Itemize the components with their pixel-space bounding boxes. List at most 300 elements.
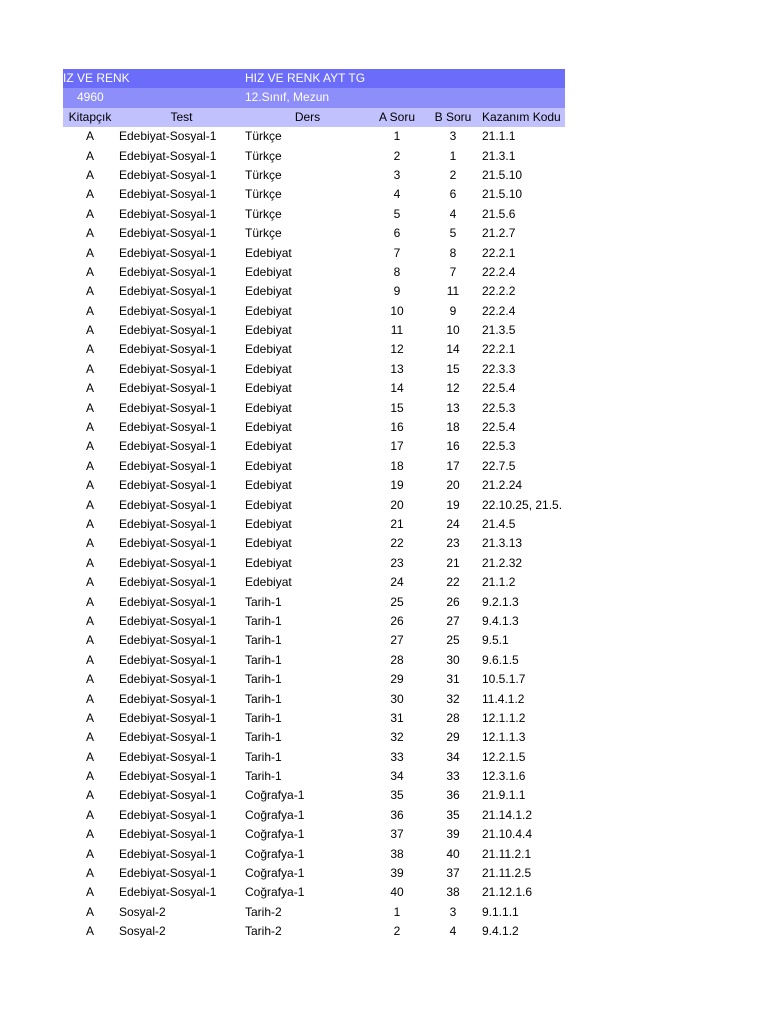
test-cell: Edebiyat-Sosyal-1 [119,323,217,338]
b-soru-cell: 15 [446,361,460,376]
ders-cell: Edebiyat [245,323,292,338]
test-cell: Edebiyat-Sosyal-1 [119,303,217,318]
kitapcik-cell: A [85,420,94,435]
test-cell: Edebiyat-Sosyal-1 [119,730,217,745]
b-soru-cell: 21 [446,555,460,570]
kitapcik-cell: A [85,536,94,551]
a-soru-cell: 7 [393,245,401,260]
kitapcik-cell: A [85,846,94,861]
b-soru-cell: 7 [449,264,457,279]
kazanim-kodu-cell: 22.2.2 [482,284,516,299]
kazanim-kodu-cell: 22.2.1 [482,342,516,357]
grade-level: 12.Sınıf, Mezun [245,90,330,105]
a-soru-cell: 32 [390,730,404,745]
table-row [63,127,565,146]
test-cell: Edebiyat-Sosyal-1 [119,885,217,900]
ders-cell: Tarih-2 [245,924,282,939]
kazanim-kodu-cell: 21.9.1.1 [482,788,526,803]
table-row [63,845,565,864]
table-row [63,709,565,728]
a-soru-cell: 16 [390,420,404,435]
table-row [63,612,565,631]
test-cell: Edebiyat-Sosyal-1 [119,846,217,861]
kitapcik-cell: A [85,516,94,531]
ders-cell: Coğrafya-1 [245,866,305,881]
test-cell: Edebiyat-Sosyal-1 [119,206,217,221]
table-row [63,690,565,709]
table-row [63,205,565,224]
b-soru-cell: 39 [446,827,460,842]
table-row [63,476,565,495]
a-soru-cell: 40 [390,885,404,900]
test-cell: Edebiyat-Sosyal-1 [119,710,217,725]
kazanim-kodu-cell: 21.11.2.1 [482,846,532,861]
ders-cell: Edebiyat [245,516,292,531]
kitapcik-cell: A [85,904,94,919]
b-soru-cell: 28 [446,710,460,725]
ders-cell: Tarih-2 [245,904,282,919]
a-soru-cell: 3 [393,167,401,182]
ders-cell: Tarih-1 [245,594,282,609]
table-row [63,864,565,883]
test-cell: Edebiyat-Sosyal-1 [119,691,217,706]
kazanim-kodu-cell: 22.5.3 [482,400,516,415]
table-row [63,379,565,398]
b-soru-cell: 13 [446,400,460,415]
a-soru-cell: 25 [390,594,404,609]
test-cell: Edebiyat-Sosyal-1 [119,827,217,842]
column-header-row [63,108,565,127]
table-row [63,399,565,418]
kitapcik-cell: A [85,924,94,939]
a-soru-cell: 14 [390,381,404,396]
ders-cell: Tarih-1 [245,613,282,628]
test-cell: Edebiyat-Sosyal-1 [119,807,217,822]
test-cell: Edebiyat-Sosyal-1 [119,226,217,241]
ders-cell: Türkçe [245,129,282,144]
a-soru-cell: 26 [390,613,404,628]
kazanim-kodu-cell: 21.5.10 [482,187,523,202]
kazanim-kodu-cell: 11.4.1.2 [482,691,525,706]
b-soru-cell: 36 [446,788,460,803]
ders-cell: Coğrafya-1 [245,846,305,861]
kazanim-kodu-cell: 21.1.1 [482,129,516,144]
table-row [63,631,565,650]
table-row [63,748,565,767]
ders-cell: Türkçe [245,148,282,163]
a-soru-cell: 34 [390,769,404,784]
kitapcik-cell: A [85,167,94,182]
column-header-kazanim-kodu: Kazanım Kodu [482,109,561,124]
test-cell: Edebiyat-Sosyal-1 [119,555,217,570]
table-row [63,554,565,573]
a-soru-cell: 18 [390,458,404,473]
ders-cell: Tarih-1 [245,633,282,648]
b-soru-cell: 4 [449,924,457,939]
b-soru-cell: 37 [446,866,460,881]
test-cell: Edebiyat-Sosyal-1 [119,478,217,493]
test-cell: Edebiyat-Sosyal-1 [119,129,217,144]
a-soru-cell: 24 [390,575,404,590]
table-row [63,224,565,243]
test-cell: Edebiyat-Sosyal-1 [119,361,217,376]
kazanim-kodu-cell: 12.3.1.6 [482,769,526,784]
kitapcik-cell: A [85,458,94,473]
table-row [63,767,565,786]
kazanim-kodu-cell: 21.5.10 [482,167,523,182]
test-cell: Edebiyat-Sosyal-1 [119,458,217,473]
table-row [63,147,565,166]
kitapcik-cell: A [85,885,94,900]
a-soru-cell: 1 [393,129,401,144]
sheet-short-title: IZ VE RENK [63,71,130,85]
table-row [63,185,565,204]
kitapcik-cell: A [85,148,94,163]
kazanim-kodu-cell: 21.11.2.5 [482,866,532,881]
b-soru-cell: 20 [446,478,460,493]
kitapcik-cell: A [85,807,94,822]
kitapcik-cell: A [85,769,94,784]
table-row [63,282,565,301]
kazanim-kodu-cell: 21.4.5 [482,516,516,531]
a-soru-cell: 22 [390,536,404,551]
b-soru-cell: 33 [446,769,460,784]
table-row [63,418,565,437]
table-row [63,806,565,825]
b-soru-cell: 1 [449,148,457,163]
b-soru-cell: 4 [449,206,457,221]
kitapcik-cell: A [85,264,94,279]
a-soru-cell: 33 [390,749,404,764]
b-soru-cell: 14 [446,342,460,357]
table-row [63,360,565,379]
b-soru-cell: 17 [446,458,460,473]
kitapcik-cell: A [85,633,94,648]
a-soru-cell: 8 [393,264,401,279]
b-soru-cell: 16 [446,439,460,454]
table-row [63,573,565,592]
kazanim-kodu-cell: 12.2.1.5 [482,749,526,764]
kazanim-kodu-cell: 9.6.1.5 [482,652,519,667]
table-row [63,903,565,922]
ders-cell: Coğrafya-1 [245,788,305,803]
test-cell: Edebiyat-Sosyal-1 [119,148,217,163]
b-soru-cell: 40 [446,846,460,861]
test-cell: Edebiyat-Sosyal-1 [119,788,217,803]
kitapcik-cell: A [85,749,94,764]
ders-cell: Edebiyat [245,264,292,279]
exam-code: 4960 [77,90,104,105]
kazanim-kodu-cell: 21.1.2 [482,575,516,590]
kazanim-kodu-cell: 22.10.25, 21.5. [482,497,563,512]
a-soru-cell: 4 [393,187,401,202]
ders-cell: Tarih-1 [245,652,282,667]
a-soru-cell: 38 [390,846,404,861]
kazanim-kodu-cell: 9.1.1.1 [482,904,519,919]
ders-cell: Türkçe [245,187,282,202]
kitapcik-cell: A [85,788,94,803]
column-header-a-soru: A Soru [378,109,416,124]
kazanim-kodu-cell: 9.4.1.3 [482,613,519,628]
kazanim-kodu-cell: 21.10.4.4 [482,827,533,842]
table-row [63,302,565,321]
kitapcik-cell: A [85,497,94,512]
kitapcik-cell: A [85,323,94,338]
kazanim-kodu-cell: 9.2.1.3 [482,594,519,609]
b-soru-cell: 8 [449,245,457,260]
b-soru-cell: 29 [446,730,460,745]
table-row [63,166,565,185]
a-soru-cell: 20 [390,497,404,512]
test-cell: Sosyal-2 [119,904,166,919]
kazanim-kodu-cell: 12.1.1.2 [482,710,526,725]
kitapcik-cell: A [85,613,94,628]
kitapcik-cell: A [85,594,94,609]
b-soru-cell: 5 [449,226,457,241]
test-cell: Edebiyat-Sosyal-1 [119,284,217,299]
kitapcik-cell: A [85,226,94,241]
b-soru-cell: 25 [446,633,460,648]
ders-cell: Edebiyat [245,497,292,512]
test-cell: Edebiyat-Sosyal-1 [119,633,217,648]
b-soru-cell: 32 [446,691,460,706]
table-row [63,922,565,941]
kitapcik-cell: A [85,866,94,881]
kitapcik-cell: A [85,187,94,202]
kitapcik-cell: A [85,439,94,454]
kitapcik-cell: A [85,361,94,376]
b-soru-cell: 22 [446,575,460,590]
kazanim-kodu-cell: 22.2.4 [482,264,516,279]
a-soru-cell: 1 [393,904,401,919]
kazanim-kodu-cell: 22.3.3 [482,361,516,376]
a-soru-cell: 10 [390,303,404,318]
info-row [63,88,565,107]
kazanim-kodu-cell: 12.1.1.3 [482,730,526,745]
ders-cell: Edebiyat [245,536,292,551]
kitapcik-cell: A [85,672,94,687]
a-soru-cell: 27 [390,633,404,648]
test-cell: Edebiyat-Sosyal-1 [119,245,217,260]
a-soru-cell: 9 [393,284,401,299]
test-cell: Edebiyat-Sosyal-1 [119,264,217,279]
kazanim-kodu-cell: 9.4.1.2 [482,924,519,939]
ders-cell: Edebiyat [245,555,292,570]
a-soru-cell: 35 [390,788,404,803]
ders-cell: Edebiyat [245,303,292,318]
kazanim-kodu-cell: 21.2.24 [482,478,523,493]
a-soru-cell: 29 [390,672,404,687]
b-soru-cell: 27 [446,613,460,628]
table-body [63,127,565,941]
a-soru-cell: 28 [390,652,404,667]
test-cell: Edebiyat-Sosyal-1 [119,420,217,435]
kazanim-kodu-cell: 22.7.5 [482,458,516,473]
table-row [63,437,565,456]
ders-cell: Edebiyat [245,381,292,396]
b-soru-cell: 38 [446,885,460,900]
column-header-ders: Ders [294,109,321,124]
b-soru-cell: 9 [449,303,457,318]
column-header-b-soru: B Soru [434,109,472,124]
test-cell: Edebiyat-Sosyal-1 [119,536,217,551]
ders-cell: Tarih-1 [245,672,282,687]
ders-cell: Edebiyat [245,342,292,357]
table-row [63,515,565,534]
b-soru-cell: 11 [446,284,460,299]
ders-cell: Edebiyat [245,400,292,415]
test-cell: Edebiyat-Sosyal-1 [119,439,217,454]
table-row [63,883,565,902]
b-soru-cell: 12 [446,381,460,396]
a-soru-cell: 11 [390,323,404,338]
test-cell: Edebiyat-Sosyal-1 [119,400,217,415]
test-cell: Edebiyat-Sosyal-1 [119,342,217,357]
ders-cell: Edebiyat [245,420,292,435]
kazanim-kodu-cell: 21.12.1.6 [482,885,533,900]
ders-cell: Edebiyat [245,478,292,493]
table-row [63,496,565,515]
table-row [63,457,565,476]
a-soru-cell: 17 [390,439,404,454]
test-cell: Edebiyat-Sosyal-1 [119,516,217,531]
kitapcik-cell: A [85,206,94,221]
a-soru-cell: 39 [390,866,404,881]
kazanim-kodu-cell: 21.3.1 [482,148,516,163]
test-cell: Edebiyat-Sosyal-1 [119,672,217,687]
title-row [63,69,565,88]
kazanim-kodu-cell: 22.2.4 [482,303,516,318]
ders-cell: Edebiyat [245,458,292,473]
table-row [63,670,565,689]
b-soru-cell: 6 [449,187,457,202]
table-row [63,244,565,263]
ders-cell: Türkçe [245,167,282,182]
test-cell: Edebiyat-Sosyal-1 [119,575,217,590]
b-soru-cell: 23 [446,536,460,551]
kitapcik-cell: A [85,652,94,667]
ders-cell: Edebiyat [245,245,292,260]
a-soru-cell: 30 [390,691,404,706]
kitapcik-cell: A [85,245,94,260]
table-row [63,651,565,670]
ders-cell: Türkçe [245,226,282,241]
answer-key-sheet [63,69,565,942]
kazanim-kodu-cell: 22.5.4 [482,381,516,396]
sheet-title: HIZ VE RENK AYT TG [245,71,366,85]
kazanim-kodu-cell: 10.5.1.7 [482,672,526,687]
b-soru-cell: 35 [446,807,460,822]
a-soru-cell: 15 [390,400,404,415]
b-soru-cell: 34 [446,749,460,764]
test-cell: Edebiyat-Sosyal-1 [119,866,217,881]
table-row [63,321,565,340]
kitapcik-cell: A [85,555,94,570]
a-soru-cell: 37 [390,827,404,842]
test-cell: Edebiyat-Sosyal-1 [119,594,217,609]
ders-cell: Edebiyat [245,284,292,299]
a-soru-cell: 23 [390,555,404,570]
table-row [63,825,565,844]
test-cell: Edebiyat-Sosyal-1 [119,613,217,628]
b-soru-cell: 10 [446,323,460,338]
table-row [63,340,565,359]
kitapcik-cell: A [85,400,94,415]
b-soru-cell: 30 [446,652,460,667]
b-soru-cell: 18 [446,420,460,435]
kitapcik-cell: A [85,284,94,299]
kazanim-kodu-cell: 22.5.3 [482,439,516,454]
kitapcik-cell: A [85,342,94,357]
ders-cell: Coğrafya-1 [245,827,305,842]
ders-cell: Tarih-1 [245,769,282,784]
b-soru-cell: 19 [446,497,460,512]
ders-cell: Tarih-1 [245,730,282,745]
test-cell: Edebiyat-Sosyal-1 [119,652,217,667]
a-soru-cell: 36 [390,807,404,822]
ders-cell: Edebiyat [245,361,292,376]
a-soru-cell: 2 [393,924,401,939]
kazanim-kodu-cell: 22.5.4 [482,420,516,435]
ders-cell: Edebiyat [245,439,292,454]
column-header-test: Test [170,109,193,124]
kitapcik-cell: A [85,710,94,725]
test-cell: Edebiyat-Sosyal-1 [119,769,217,784]
table-row [63,786,565,805]
test-cell: Sosyal-2 [119,924,166,939]
a-soru-cell: 2 [393,148,401,163]
ders-cell: Tarih-1 [245,749,282,764]
kazanim-kodu-cell: 21.2.7 [482,226,516,241]
b-soru-cell: 2 [449,167,457,182]
a-soru-cell: 6 [393,226,401,241]
test-cell: Edebiyat-Sosyal-1 [119,381,217,396]
kitapcik-cell: A [85,381,94,396]
ders-cell: Tarih-1 [245,691,282,706]
table-row [63,593,565,612]
a-soru-cell: 19 [390,478,404,493]
kitapcik-cell: A [85,691,94,706]
b-soru-cell: 31 [446,672,460,687]
table-row [63,263,565,282]
kitapcik-cell: A [85,730,94,745]
b-soru-cell: 3 [449,904,457,919]
kitapcik-cell: A [85,303,94,318]
ders-cell: Coğrafya-1 [245,885,305,900]
b-soru-cell: 24 [446,516,460,531]
b-soru-cell: 3 [449,129,457,144]
kitapcik-cell: A [85,478,94,493]
b-soru-cell: 26 [446,594,460,609]
ders-cell: Tarih-1 [245,710,282,725]
test-cell: Edebiyat-Sosyal-1 [119,497,217,512]
ders-cell: Coğrafya-1 [245,807,305,822]
test-cell: Edebiyat-Sosyal-1 [119,749,217,764]
ders-cell: Edebiyat [245,575,292,590]
table-row [63,534,565,553]
kazanim-kodu-cell: 21.3.5 [482,323,516,338]
kitapcik-cell: A [85,827,94,842]
a-soru-cell: 31 [390,710,404,725]
kazanim-kodu-cell: 22.2.1 [482,245,516,260]
a-soru-cell: 5 [393,206,401,221]
kazanim-kodu-cell: 21.2.32 [482,555,523,570]
ders-cell: Türkçe [245,206,282,221]
kazanim-kodu-cell: 9.5.1 [482,633,509,648]
kitapcik-cell: A [85,575,94,590]
a-soru-cell: 21 [390,516,404,531]
column-header-kitapcik: Kitapçık [68,109,112,124]
